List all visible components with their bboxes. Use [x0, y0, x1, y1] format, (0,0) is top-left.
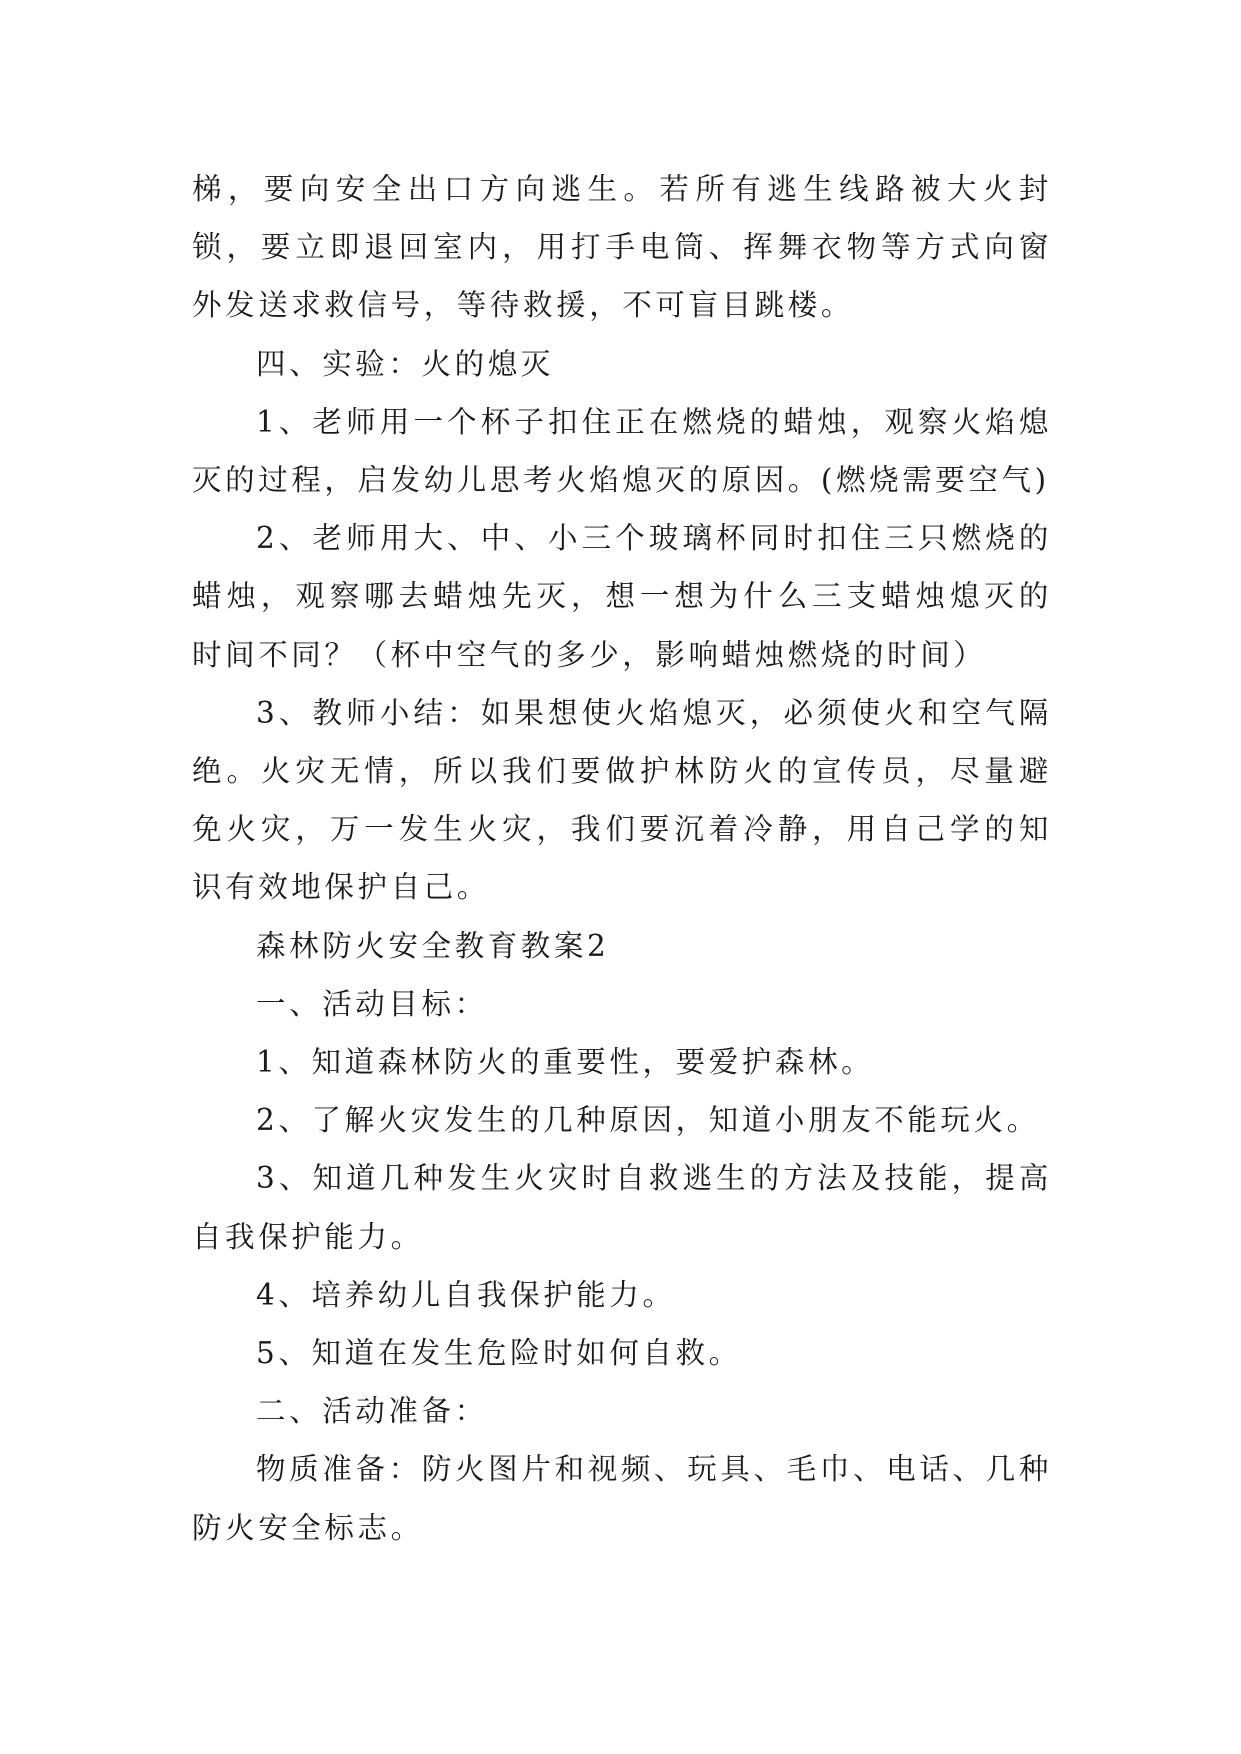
- paragraph-material-preparation: 物质准备：防火图片和视频、玩具、毛巾、电话、几种防火安全标志。: [192, 1452, 1052, 1545]
- paragraph-experiment-step-1: 1、老师用一个杯子扣住正在燃烧的蜡烛，观察火焰熄灭的过程，启发幼儿思考火焰熄灭的原因。(燃烧需要空气): [192, 404, 1052, 498]
- goal-item-4: 4、培养幼儿自我保护能力。: [256, 1277, 676, 1312]
- paragraph-experiment-step-2: 2、老师用大、中、小三个玻璃杯同时扣住三只燃烧的蜡烛，观察哪去蜡烛先灭，想一想为什么三支蜡烛熄灭的时间不同？（杯中空气的多少，影响蜡烛燃烧的时间）: [192, 521, 1052, 672]
- goal-item-2: 2、了解火灾发生的几种原因，知道小朋友不能玩火。: [256, 1103, 1040, 1138]
- heading-activity-preparation: 二、活动准备：: [256, 1394, 488, 1429]
- goal-item-3: 3、知道几种发生火灾时自救逃生的方法及技能，提高自我保护能力。: [192, 1161, 1052, 1254]
- heading-experiment: 四、实验：火的熄灭: [256, 346, 554, 381]
- paragraph-escape-continuation: 梯，要向安全出口方向逃生。若所有逃生线路被大火封锁，要立即退回室内，用打手电筒、挥舞衣物等方式向窗外发送求救信号，等待救援，不可盲目跳楼。: [192, 172, 1052, 323]
- paragraph-experiment-step-3: 3、教师小结：如果想使火焰熄灭，必须使火和空气隔绝。火灾无情，所以我们要做护林防火的宣传员，尽量避免火灾，万一发生火灾，我们要沉着冷静，用自己学的知识有效地保护自己。: [192, 695, 1052, 905]
- goal-item-1: 1、知道森林防火的重要性，要爱护森林。: [256, 1045, 875, 1080]
- document-page: [192, 160, 1052, 1557]
- goal-item-5: 5、知道在发生危险时如何自救。: [256, 1336, 742, 1371]
- heading-activity-goals: 一、活动目标：: [256, 986, 488, 1021]
- lesson-plan-title: 森林防火安全教育教案2: [256, 928, 610, 963]
